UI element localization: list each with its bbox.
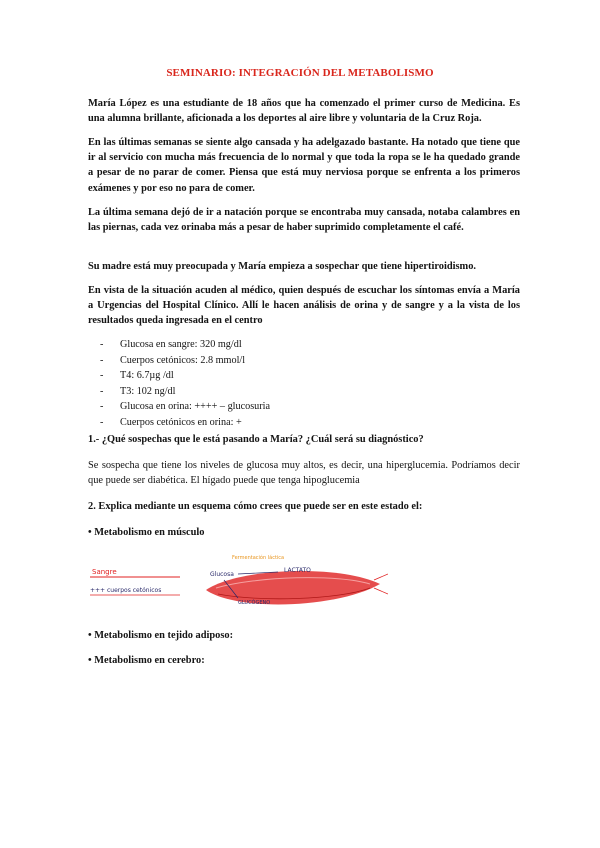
list-item: - T4: 6.7µg /dl	[100, 370, 174, 382]
question-1: 1.- ¿Qué sospechas que le está pasando a María? ¿Cuál será su diagnóstico?	[88, 434, 424, 445]
list-item: - T3: 102 ng/dl	[100, 385, 176, 397]
tendon-line	[374, 574, 388, 580]
list-item: - Cuerpos cetónicos en orina: +	[100, 416, 242, 428]
question-2: 2. Explica mediante un esquema cómo crees que puede ser en este estado el:	[88, 501, 423, 512]
paragraph-swimming: La última semana dejó de ir a natación porque se encontraba muy cansada, notaba calambres en las piernas, cada vez orinaba más a pesar de haber suprimido completamente el café.	[88, 207, 520, 234]
paragraph-mother: Su madre está muy preocupada y María empieza a sospechar que tiene hipertiroidismo.	[88, 261, 477, 272]
answer-1: Se sospecha que tiene los niveles de glucosa muy altos, es decir, una hiperglucemia. Podríamos decir que puede ser diabética. El hígado puede que tenga hipoglucemia	[88, 460, 520, 487]
section-brain: • Metabolismo en cerebro:	[88, 655, 205, 666]
section-adipose: • Metabolismo en tejido adiposo:	[88, 630, 234, 641]
list-item: - Glucosa en sangre: 320 mg/dl	[100, 339, 242, 350]
muscle-metabolism-sketch	[88, 550, 388, 620]
paragraph-hospital: En vista de la situación acuden al médico, quien después de escuchar los síntomas envía a María a Urgencias del Hospital Clínico. Allí le hacen análisis de orina y de sangre y a la vista de los resultados queda ingresada en el centro	[88, 285, 520, 327]
paragraph-intro: María López es una estudiante de 18 años que ha comenzado el primer curso de Medicina. Es una alumna brillante, aficionada a los deportes al aire libre y voluntaria de la Cruz Roja.	[88, 98, 520, 125]
fermentation-label: Fermentación láctica	[232, 555, 285, 561]
section-muscle: • Metabolismo en músculo	[88, 527, 205, 538]
lactate-label: LACTATO	[284, 567, 311, 574]
tendon-line	[374, 588, 388, 594]
lab-results-list	[100, 337, 270, 431]
ketone-note: +++ cuerpos cetónicos	[90, 587, 162, 594]
list-item: - Cuerpos cetónicos: 2.8 mmol/l	[100, 354, 246, 366]
blood-label: Sangre	[92, 568, 117, 576]
glycogen-label: GLUCÓGENO	[238, 600, 271, 606]
list-item: - Glucosa en orina: ++++ – glucosuria	[100, 401, 271, 413]
document-title: SEMINARIO: INTEGRACIÓN DEL METABOLISMO	[166, 67, 434, 79]
glucose-label: Glucosa	[210, 571, 234, 578]
paragraph-symptoms: En las últimas semanas se siente algo cansada y ha adelgazado bastante. Ha notado que tiene que ir al servicio con mucha más frecuencia de lo normal y que toda la ropa se le ha quedado grande a pesar de no parar de comer. Piensa que está muy nerviosa porque se enfrenta a los primeros exámenes y por eso no para de comer.	[88, 137, 520, 194]
